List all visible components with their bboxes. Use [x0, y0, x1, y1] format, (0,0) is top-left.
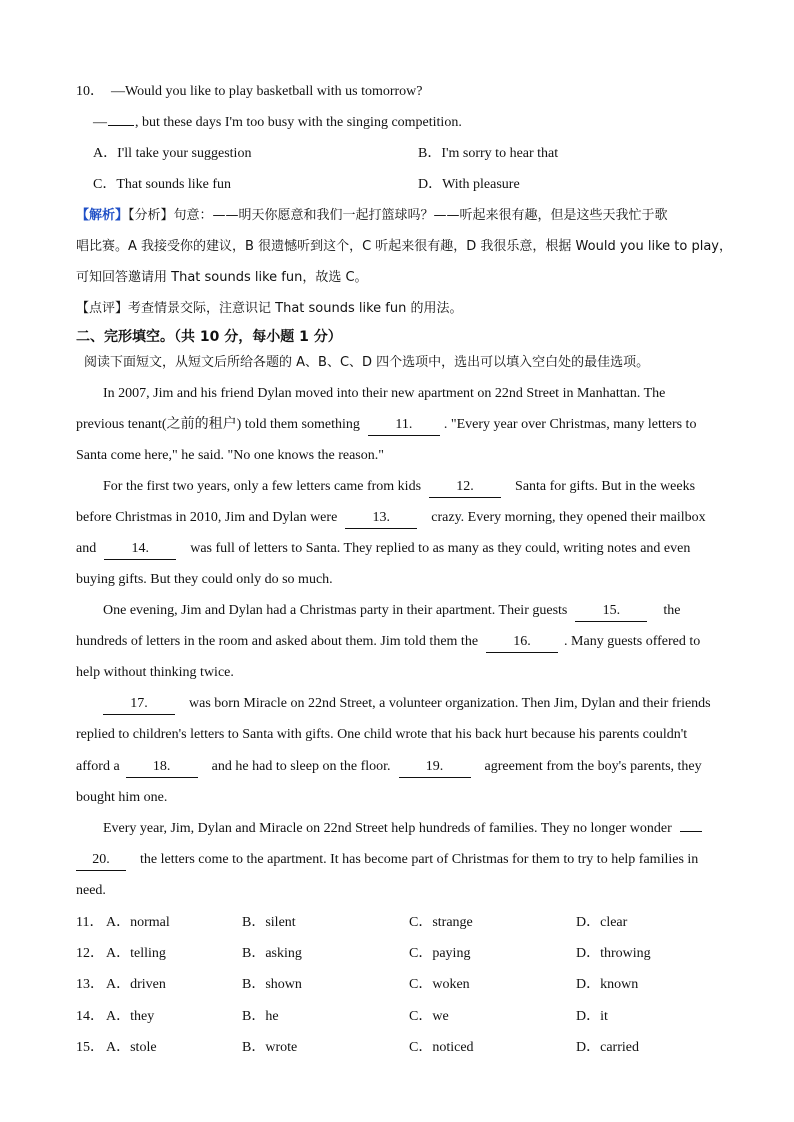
blank-16[interactable]: 16. [486, 632, 558, 653]
passage-line: replied to children's letters to Santa with gifts. One child wrote that his back hurt because his parents couldn't [76, 727, 688, 742]
analysis-line-1 [76, 206, 746, 226]
blank-17[interactable]: 17. [103, 694, 175, 715]
choice-a[interactable]: A．telling [106, 946, 166, 961]
passage-line: before Christmas in 2010, Jim and Dylan were 13. crazy. Every morning, they opened their mailbox [76, 508, 746, 529]
analysis-text-1: 【分析】句意：——明天你愿意和我们一起打篮球吗？——听起来很有趣，但是这些天我忙于歌 [128, 208, 668, 223]
choice-b[interactable]: B．shown [242, 977, 302, 992]
blank-12[interactable]: 12. [429, 477, 501, 498]
q10-option-c[interactable]: C．That sounds like fun [93, 177, 232, 192]
choice-row-15 [76, 1038, 716, 1058]
comment-text: 考查情景交际，注意识记 That sounds like fun 的用法。 [128, 301, 463, 316]
analysis-tag: 【解析】 [76, 208, 129, 223]
section-heading: 二、完形填空。（共 10 分，每小题 1 分） [76, 329, 342, 345]
passage-line: afford a 18. and he had to sleep on the floor. 19. agreement from the boy's parents, they [76, 757, 746, 778]
choice-a[interactable]: A．they [106, 1009, 155, 1024]
choice-row-14 [76, 1007, 716, 1027]
choice-d[interactable]: D．it [576, 1009, 608, 1024]
choice-a[interactable]: A．driven [106, 977, 166, 992]
passage-line: 20. the letters come to the apartment. It has become part of Christmas for them to try to help families in [76, 850, 746, 871]
choice-b[interactable]: B．he [242, 1009, 279, 1024]
choice-d[interactable]: D．clear [576, 915, 628, 930]
q10-reply-suffix: , but these days I'm too busy with the singing competition. [135, 115, 462, 130]
section-instruction: 阅读下面短文，从短文后所给各题的 A、B、C、D 四个选项中，选出可以填入空白处的最佳选项。 [84, 355, 650, 370]
blank-13[interactable]: 13. [345, 508, 417, 529]
passage-line: Santa come here," he said. "No one knows the reason." [76, 448, 384, 463]
passage-line: Every year, Jim, Dylan and Miracle on 22nd Street help hundreds of families. They no longer wonder [103, 819, 746, 839]
choice-c[interactable]: C．we [409, 1009, 449, 1024]
passage-line: help without thinking twice. [76, 665, 234, 680]
q10-option-d[interactable]: D．With pleasure [418, 177, 520, 192]
choice-num: 12． [76, 946, 104, 961]
choice-c[interactable]: C．noticed [409, 1040, 474, 1055]
q10-reply-prefix: — [93, 115, 107, 130]
q10-blank[interactable] [108, 125, 134, 126]
blank-18[interactable]: 18. [126, 757, 198, 778]
choice-num: 13． [76, 977, 104, 992]
choice-num: 15． [76, 1040, 104, 1055]
q10-option-b[interactable]: B．I'm sorry to hear that [418, 146, 559, 161]
blank-15[interactable]: 15. [575, 601, 647, 622]
blank-20-start [680, 831, 702, 832]
choice-c[interactable]: C．woken [409, 977, 470, 992]
passage-line: In 2007, Jim and his friend Dylan moved into their new apartment on 22nd Street in Manhattan. The [103, 386, 666, 401]
choice-d[interactable]: D．throwing [576, 946, 651, 961]
choice-b[interactable]: B．wrote [242, 1040, 298, 1055]
choice-c[interactable]: C．paying [409, 946, 471, 961]
comment-line [76, 299, 746, 319]
analysis-line-3: 可知回答邀请用 That sounds like fun，故选 C。 [76, 270, 368, 285]
q10-reply [93, 113, 746, 133]
passage-line: need. [76, 883, 106, 898]
choice-row-13 [76, 975, 716, 995]
choice-d[interactable]: D．carried [576, 1040, 639, 1055]
analysis-line-2: 唱比赛。A 我接受你的建议，B 很遗憾听到这个，C 听起来很有趣，D 我很乐意，根据 Would you like to play， [76, 239, 732, 254]
q10-option-a[interactable]: A．I'll take your suggestion [93, 146, 252, 161]
choice-num: 11． [76, 915, 104, 930]
choice-row-12 [76, 944, 716, 964]
passage-line: and 14. was full of letters to Santa. They replied to as many as they could, writing notes and even [76, 539, 746, 560]
passage-line: 17. was born Miracle on 22nd Street, a volunteer organization. Then Jim, Dylan and their friends [103, 694, 746, 715]
passage-line: hundreds of letters in the room and asked about them. Jim told them the 16. . Many guests offered to [76, 632, 746, 653]
blank-20[interactable]: 20. [76, 850, 126, 871]
q10-stem: 10． —Would you like to play basketball with us tomorrow? [76, 84, 423, 99]
choice-a[interactable]: A．stole [106, 1040, 157, 1055]
blank-19[interactable]: 19. [399, 757, 471, 778]
passage-line: For the first two years, only a few letters came from kids 12. Santa for gifts. But in the weeks [103, 477, 746, 498]
choice-a[interactable]: A．normal [106, 915, 170, 930]
passage-line: bought him one. [76, 790, 168, 805]
choice-row-11 [76, 913, 716, 933]
passage-line: previous tenant(之前的租户) told them something 11. . "Every year over Christmas, many letters to [76, 415, 746, 436]
choice-num: 14． [76, 1009, 104, 1024]
choice-b[interactable]: B．silent [242, 915, 296, 930]
choice-c[interactable]: C．strange [409, 915, 473, 930]
passage-line: One evening, Jim and Dylan had a Christmas party in their apartment. Their guests 15. the [103, 601, 746, 622]
blank-11[interactable]: 11. [368, 415, 440, 436]
blank-14[interactable]: 14. [104, 539, 176, 560]
choice-d[interactable]: D．known [576, 977, 639, 992]
passage-line: buying gifts. But they could only do so much. [76, 572, 333, 587]
choice-b[interactable]: B．asking [242, 946, 302, 961]
comment-tag: 【点评】 [76, 301, 129, 316]
